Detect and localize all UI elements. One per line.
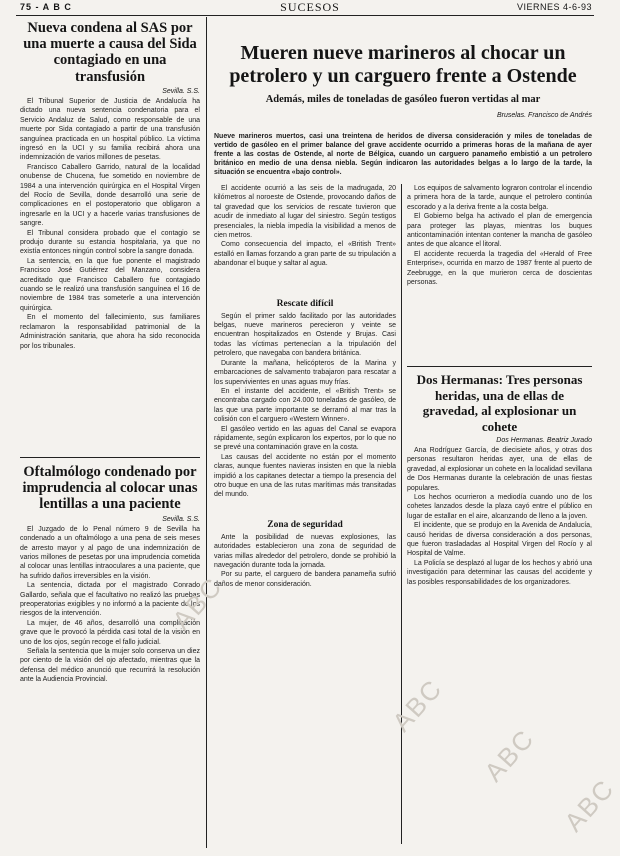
story-headline: Oftalmólogo condenado por imprudencia al colocar unas lentillas a una paciente	[22, 464, 198, 513]
main-intro	[214, 132, 592, 180]
left-column	[20, 20, 200, 850]
story-paragraph: La mujer, de 46 años, desarrolló una complicación grave que le provocó la pérdida casi total de la visión en uno de los ojos, según recoge el fallo judicial.	[20, 619, 200, 646]
story-paragraph: La sentencia, en la que fue ponente el magistrado Francisco José Gutiérrez del Manzano, considera acreditado que Francisco Caballero fue contagiado cuando se le realizó una transfusión sanguínea el 16 de noviembre de 1984 tras someterle a una intervención quirúrgica.	[20, 257, 200, 312]
story-paragraph: En el instante del accidente, el «British Trent» se encontraba cargado con 24.000 toneladas de gasóleo, de las que una parte importante se derramó al mar tras la colisión con el carguero «Western Winner».	[214, 387, 396, 424]
story-sas-sida	[20, 20, 200, 455]
story-headline: Dos Hermanas: Tres personas heridas, una de ellas de gravedad, al explosionar un cohete	[416, 372, 583, 434]
main-story-header	[214, 42, 592, 137]
story-paragraph: La Policía se desplazó al lugar de los hechos y abrió una investigación para determinar las causas del accidente y las posibles responsabilidades de los organizadores.	[407, 559, 592, 586]
main-subtitle: Además, miles de toneladas de gasóleo fueron vertidas al mar	[265, 94, 541, 105]
story-paragraph: En el momento del fallecimiento, sus familiares reclamaron la responsabilidad patrimonial de la Administración sanitaria, que ahora ha sido reconocida por los tribunales.	[20, 314, 200, 350]
story-paragraph: Ana Rodríguez García, de diecisiete años, y otras dos personas resultaron heridas ayer, una de ellas de gravedad, al explosionar un cohete en la localidad sevillana de Dos Hermanas durante la celebración de unas fiestas populares.	[407, 447, 592, 492]
story-separator	[20, 457, 200, 458]
column-divider-right	[401, 184, 402, 844]
watermark-logo: ABC	[478, 723, 541, 788]
story-byline: Sevilla. S.S.	[162, 87, 200, 95]
story-paragraph: El Juzgado de lo Penal número 9 de Sevilla ha condenado a un oftalmólogo a una pena de seis meses de arresto mayor y al pago de una indemnización de varios millones de pesetas por una imprudencia cometida al colocar unas lentillas intraoculares a una paciente, que ha sufrido daños irreversibles en la visión.	[20, 525, 200, 580]
main-column-2	[407, 184, 592, 360]
watermark-logo: ABC	[166, 571, 229, 636]
page-number: 75 - A B C	[20, 2, 72, 12]
main-byline: Bruselas. Francisco de Andrés	[496, 111, 592, 119]
story-paragraph: Por su parte, el carguero de bandera panameña sufrió daños de menor consideración.	[214, 571, 396, 588]
main-column-1	[214, 184, 396, 850]
story-paragraph: El accidente ocurrió a las seis de la madrugada, 20 kilómetros al noroeste de Ostende, provocando daños de tal gravedad que los servicios de rescate tuvieron que acudir de inmediato al lugar del siniestro. Según testigos presenciales, la niebla impedía la visibilidad a menos de cien metros.	[214, 185, 396, 240]
story-paragraph: Francisco Caballero Garrido, natural de la localidad onubense de Chucena, fue sometido en noviembre de 1984 a una intervención quirúrgica en el Hospital Virgen del Rocío de Sevilla, donde desarrolló una serie de complicaciones en el postoperatorio que obligaron a ingresarle en la UCI y a hacerle varias transfusiones de sangre.	[20, 163, 200, 228]
header-rule	[16, 15, 594, 16]
story-oftalmologo	[20, 464, 200, 844]
story-paragraph: La sentencia, dictada por el magistrado Conrado Gallardo, señala que el facultativo no realizó las pruebas preoperatorias exigibles y no informó a la paciente de los riesgos de la intervención.	[20, 582, 200, 618]
issue-date: VIERNES 4-6-93	[516, 2, 592, 12]
story-paragraph: Los equipos de salvamento lograron controlar el incendio a primera hora de la tarde, aunque el petrolero continúa escorado y a la deriva frente a la costa belga.	[407, 185, 592, 211]
story-byline: Sevilla. S.S.	[162, 515, 200, 523]
main-headline: Mueren nueve marineros al chocar un petrolero y un carguero frente a Ostende	[229, 42, 577, 87]
watermark-logo: ABC	[558, 773, 620, 838]
story-paragraph: Señala la sentencia que la mujer solo conserva un diez por ciento de la visión del ojo afectado, mientras que la defensa del médico anunció que recurrirá la resolución ante la Audiencia Provincial.	[20, 647, 200, 684]
story-paragraph: Según el primer saldo facilitado por las autoridades belgas, nueve marineros perecieron y veinte se encuentran hospitalizados en Ostende y Brujas. Casi todas las víctimas pertenecían a la tripulación del petrolero, que navegaba con bandera británica.	[214, 312, 396, 358]
story-paragraph: Ante la posibilidad de nuevas explosiones, las autoridades establecieron una zona de seguridad de varias millas alrededor del petrolero, donde se prohibió la navegación durante toda la jornada.	[214, 533, 396, 569]
story-paragraph: El gasóleo vertido en las aguas del Canal se evapora rápidamente, según explicaron los expertos, por lo que no se prevé una contaminación grave en la costa.	[214, 425, 396, 452]
subhead-rescate: Rescate difícil	[276, 298, 334, 309]
story-paragraph: El accidente recuerda la tragedia del «Herald of Free Enterprise», ocurrida en marzo de 1987 frente al puerto de Zeebrugge, en la que murieron cerca de doscientas personas.	[407, 250, 592, 287]
story-dos-hermanas	[407, 372, 592, 850]
story-paragraph: Durante la mañana, helicópteros de la Marina y embarcaciones de salvamento trabajaron para rescatar a los supervivientes en unas aguas muy frías.	[214, 359, 396, 386]
story-paragraph: El Gobierno belga ha activado el plan de emergencia para proteger las playas, mientras los buques anticontaminación intentan contener la mancha de gasóleo antes de que alcance el litoral.	[407, 213, 592, 249]
story-byline: Dos Hermanas. Beatriz Jurado	[496, 437, 592, 444]
story-paragraph: El incidente, que se produjo en la Avenida de Andalucía, causó heridas de diversa consideración a dos personas, que fueron trasladadas al Hospital Virgen del Rocío y al Hospital de Valme.	[407, 522, 592, 558]
story-paragraph: Como consecuencia del impacto, el «British Trent» estalló en llamas forzando a gran parte de su tripulación a abandonar el buque y saltar al agua.	[214, 241, 396, 268]
story-paragraph: Las causas del accidente no están por el momento claras, aunque fuentes navieras insisten en que la niebla impidió a los capitanes detectar a tiempo la presencia del otro buque en una de las rutas marítimas más transitadas del mundo.	[214, 453, 396, 499]
story-paragraph: El Tribunal Superior de Justicia de Andalucía ha dictado una nueva sentencia condenatoria para el Servicio Andaluz de Salud, como responsable de una muerte por Sida contagiado a partir de una transfusión sanguínea practicada en un hospital público. La víctima ingresó en la UCI y su familia recibirá ahora una indemnización de varios millones de pesetas.	[20, 97, 200, 162]
story-paragraph: El Tribunal considera probado que el contagio se produjo durante su estancia hospitalaria, ya que no existía entonces ningún control sobre la sangre donada.	[20, 229, 200, 256]
section-title: SUCESOS	[280, 0, 340, 14]
watermark-logo: ABC	[386, 673, 449, 738]
story-paragraph: Los hechos ocurrieron a mediodía cuando uno de los cohetes lanzados desde la plaza cayó entre el público en lugar de estallar en el aire, alcanzando de lleno a la joven.	[407, 494, 592, 520]
story-separator	[407, 366, 592, 367]
page-header	[0, 0, 620, 14]
main-intro-text: Nueve marineros muertos, casi una treintena de heridos de diversa consideración y miles de toneladas de vertido de gasóleo en el primer balance del grave accidente ocurrido a primeras horas de la mañana de ayer frente a las costas de Ostende, al norte de Bélgica, cuando un carguero panameño embistió a un petrolero británico en medio de una densa niebla. Según indicaron las autoridades belgas a lo largo de la tarde, la situación se encuentra «bajo control».	[214, 133, 592, 176]
story-headline: Nueva condena al SAS por una muerte a causa del Sida contagiado en una transfusión	[23, 20, 197, 85]
column-divider-left	[206, 17, 207, 848]
subhead-zona-seguridad: Zona de seguridad	[267, 519, 343, 530]
